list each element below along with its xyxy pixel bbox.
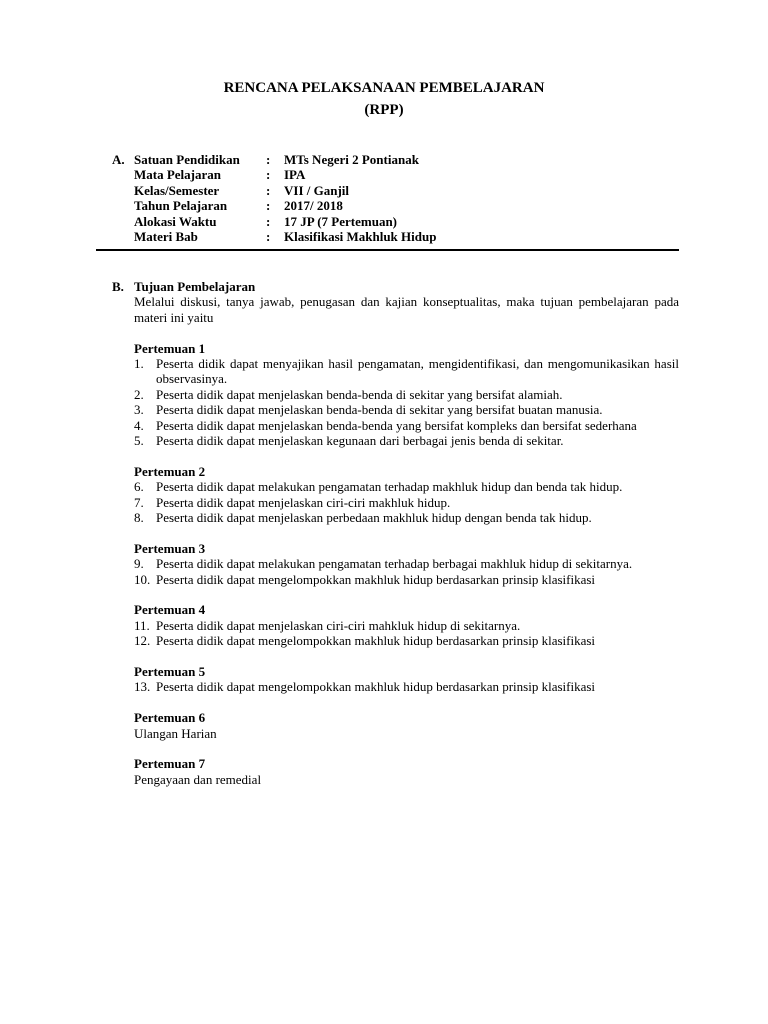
item-text: Peserta didik dapat mengelompokkan makhluk hidup berdasarkan prinsip klasifikasi [156,571,596,587]
meeting-block [134,756,679,787]
section-heading [112,279,679,294]
divider-line [96,249,679,251]
item-number: 1. [134,356,144,372]
item-number: 3. [134,402,144,418]
item-number: 2. [134,386,144,402]
identity-value: Klasifikasi Makhluk Hidup [284,228,437,244]
meeting-block [134,464,679,526]
meeting-title: Pertemuan 7 [134,756,206,772]
meeting-title: Pertemuan 6 [134,710,206,726]
meeting-title: Pertemuan 1 [134,340,206,356]
identity-label: Tahun Pelajaran [134,198,228,214]
list-item [134,433,679,448]
item-number: 5. [134,433,144,449]
item-text: Peserta didik dapat menjelaskan benda-benda di sekitar yang bersifat buatan manusia. [156,402,603,418]
identity-label: Mata Pelajaran [134,167,222,183]
identity-value: 17 JP (7 Pertemuan) [284,213,398,229]
meeting-title: Pertemuan 4 [134,602,206,618]
identity-colon: : [266,182,271,198]
meeting-text: Pengayaan dan remedial [134,771,262,787]
item-text: Peserta didik dapat menjelaskan benda-benda di sekitar yang bersifat alamiah. [156,386,563,402]
identity-colon: : [266,213,271,229]
item-text: Peserta didik dapat menjelaskan ciri-ciri makhluk hidup. [156,494,451,510]
item-number: 11. [134,617,150,633]
identity-row [112,152,436,167]
item-text: Peserta didik dapat mengelompokkan makhluk hidup berdasarkan prinsip klasifikasi [156,679,596,695]
meeting-title: Pertemuan 5 [134,664,206,680]
list-item [134,510,679,525]
item-number: 6. [134,479,144,495]
list-item [134,679,679,694]
identity-row [112,183,436,198]
item-number: 12. [134,633,151,649]
identity-label: Satuan Pendidikan [134,152,240,167]
item-text: Peserta didik dapat menjelaskan ciri-ciri mahkluk hidup di sekitarnya. [156,617,521,633]
document-subtitle: (RPP) [364,102,404,118]
item-number: 4. [134,417,144,433]
item-text: Peserta didik dapat menjelaskan kegunaan dari berbagai jenis benda di sekitar. [156,433,564,449]
item-text: Peserta didik dapat mengelompokkan makhluk hidup berdasarkan prinsip klasifikasi [156,633,596,649]
item-number: 10. [134,571,151,587]
identity-value: VII / Ganjil [284,182,350,198]
item-number: 13. [134,679,151,695]
meeting-block [134,664,679,695]
item-number: 7. [134,494,144,510]
list-item [134,418,679,433]
meeting-title: Pertemuan 2 [134,463,206,479]
identity-row [112,167,436,182]
meeting-block [134,541,679,587]
item-text: Peserta didik dapat melakukan pengamatan terhadap makhluk hidup dan benda tak hidup. [156,479,623,495]
identity-label: Kelas/Semester [134,182,220,198]
identity-block [112,152,436,244]
identity-row [112,229,436,244]
item-number: 8. [134,510,144,526]
identity-value: MTs Negeri 2 Pontianak [284,152,419,167]
identity-colon: : [266,228,271,244]
list-item [134,633,679,648]
identity-value: IPA [284,167,306,183]
item-number: 9. [134,556,144,572]
meeting-block [134,341,679,449]
identity-label: Materi Bab [134,228,198,244]
meeting-text: Ulangan Harian [134,725,217,741]
identity-colon: : [266,198,271,214]
identity-row [112,214,436,229]
list-item [134,479,679,494]
section-letter: A. [112,152,125,167]
item-text: Peserta didik dapat menyajikan hasil pengamatan, mengidentifikasi, dan mengomunikasikan hasil observasinya. [156,356,679,387]
identity-colon: : [266,167,271,183]
item-text: Peserta didik dapat menjelaskan perbedaan makhluk hidup dengan benda tak hidup. [156,510,592,526]
identity-colon: : [266,152,271,167]
list-item [134,556,679,571]
list-item [134,618,679,633]
section-heading-text: Tujuan Pembelajaran [134,279,256,294]
document-title: RENCANA PELAKSANAAN PEMBELAJARAN [223,80,545,96]
section-letter: B. [112,279,124,294]
list-item [134,356,679,387]
list-item [134,495,679,510]
meeting-block [134,602,679,648]
item-text: Peserta didik dapat menjelaskan benda-benda yang bersifat kompleks dan bersifat sederhana [156,417,637,433]
list-item [134,387,679,402]
identity-label: Alokasi Waktu [134,213,217,229]
meeting-block [134,710,679,741]
identity-value: 2017/ 2018 [284,198,343,214]
objectives-section [112,279,679,787]
list-item [134,572,679,587]
objectives-intro: Melalui diskusi, tanya jawab, penugasan dan kajian konseptualitas, maka tujuan pembelajaran pada materi ini yaitu [134,294,679,325]
list-item [134,402,679,417]
identity-row [112,198,436,213]
item-text: Peserta didik dapat melakukan pengamatan terhadap berbagai makhluk hidup di sekitarnya. [156,556,633,572]
meeting-title: Pertemuan 3 [134,540,206,556]
